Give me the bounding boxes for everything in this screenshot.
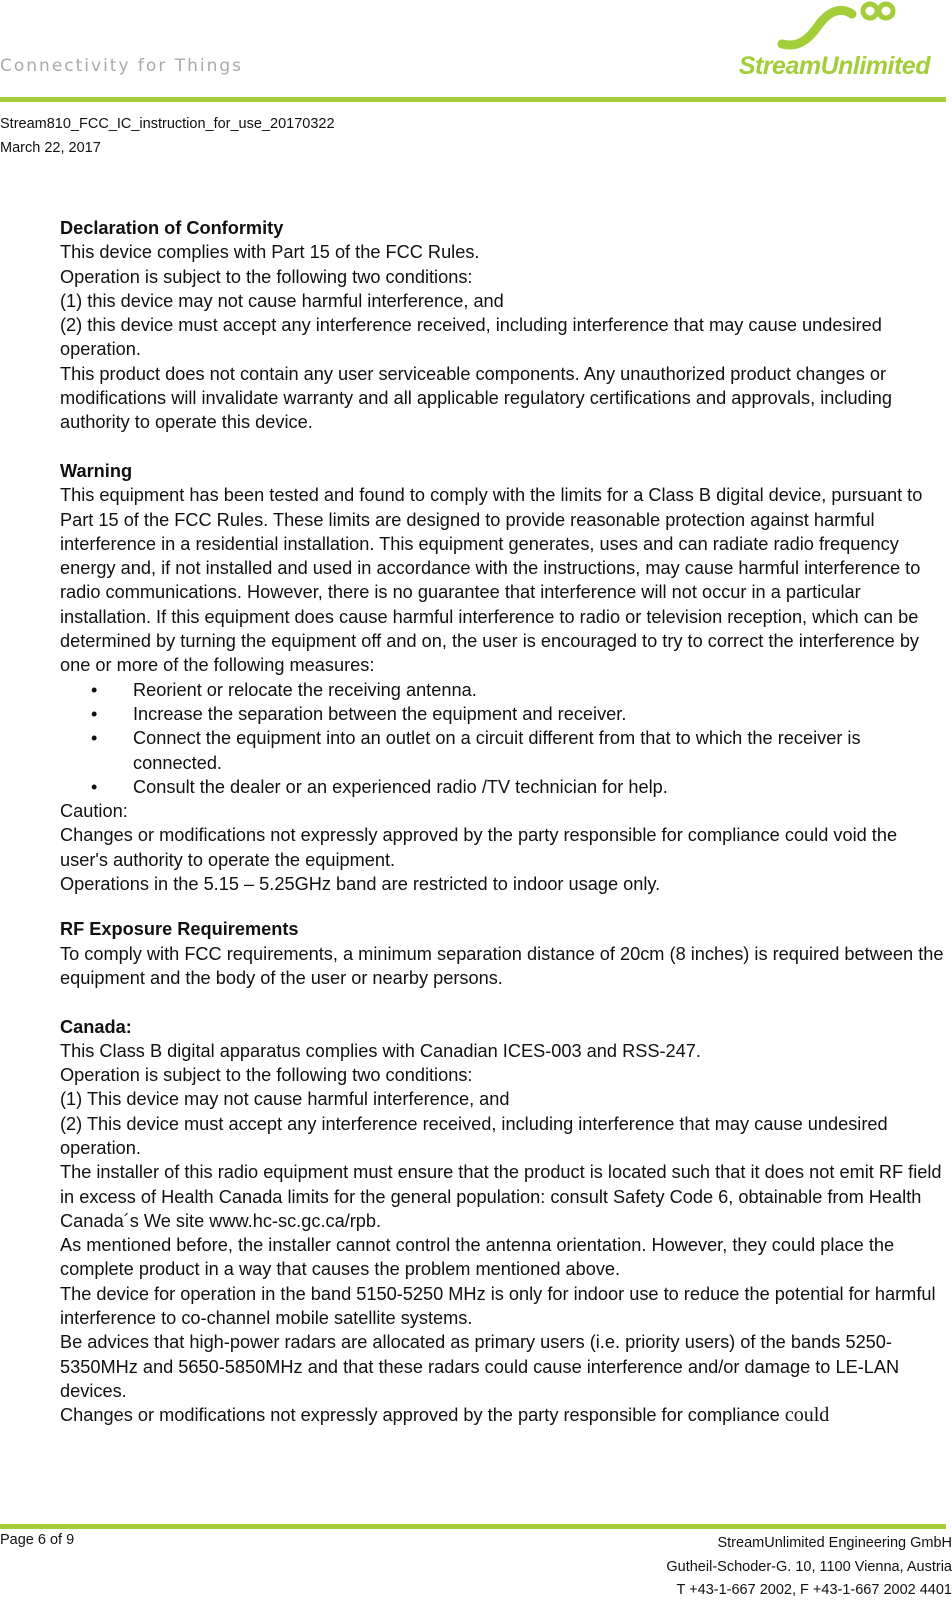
canada-section	[60, 1015, 950, 1428]
measures-list	[60, 678, 950, 799]
canada-heading: Canada:	[60, 1016, 132, 1037]
list-item	[60, 702, 950, 726]
declaration-line: (2) this device must accept any interference received, including interference that may cause undesired operation.	[60, 315, 882, 360]
footer-divider	[0, 1524, 946, 1529]
header-divider	[0, 97, 946, 102]
company-info	[532, 1532, 952, 1603]
warning-body: This equipment has been tested and found to comply with the limits for a Class B digital device, pursuant to Part 15 of the FCC Rules. These limits are designed to provide reasonable protection against harmful interference in a residential installation. This equipment generates, uses and can radiate radio frequency energy and, if not installed and used in accordance with the instructions, may cause harmful interference to radio communications. However, there is no guarantee that interference will not occur in a particular installation. If this equipment does cause harmful interference to radio or television reception, which can be determined by turning the equipment off and on, the user is encouraged to try to correct the interference by one or more of the following measures:	[60, 485, 923, 676]
document-date: March 22, 2017	[0, 140, 101, 156]
canada-line: As mentioned before, the installer cannot control the antenna orientation. However, they could place the complete product in a way that causes the problem mentioned above.	[60, 1235, 895, 1280]
canada-line: The installer of this radio equipment must ensure that the product is located such that it does not emit RF field in excess of Health Canada limits for the general population: consult Safety Code 6, obtainable from Health Canada´s We site www.hc-sc.gc.ca/rpb.	[60, 1162, 942, 1231]
canada-last-line-text: Changes or modifications not expressly approved by the party responsible for compliance	[60, 1405, 780, 1426]
logo-wordmark: StreamUnlimited	[738, 52, 930, 80]
canada-last-word: could	[784, 1404, 830, 1427]
list-item	[60, 775, 950, 799]
rf-exposure-body: To comply with FCC requirements, a minimum separation distance of 20cm (8 inches) is required between the equipment and the body of the user or nearby persons.	[60, 943, 944, 988]
company-phone: T +43-1-667 2002, F +43-1-667 2002 4401	[676, 1582, 952, 1598]
list-item-text: Connect the equipment into an outlet on a circuit different from that to which the receiver is connected.	[133, 728, 861, 773]
document-id: Stream810_FCC_IC_instruction_for_use_20170322	[0, 116, 335, 132]
canada-line: This Class B digital apparatus complies with Canadian ICES-003 and RSS-247.	[60, 1040, 701, 1061]
declaration-line: Operation is subject to the following two conditions:	[60, 266, 473, 287]
band-note: Operations in the 5.15 – 5.25GHz band are restricted to indoor usage only.	[60, 874, 661, 895]
declaration-line: (1) this device may not cause harmful interference, and	[60, 290, 504, 311]
caution-text: Changes or modifications not expressly approved by the party responsible for compliance could void the user's authority to operate the equipment.	[60, 825, 898, 870]
canada-last-line	[60, 1403, 950, 1427]
canada-line: The device for operation in the band 5150-5250 MHz is only for indoor use to reduce the potential for harmful interference to co-channel mobile satellite systems.	[60, 1283, 936, 1329]
page-number: Page 6 of 9	[0, 1532, 75, 1548]
bullet-icon: •	[91, 703, 98, 724]
bullet-icon: •	[91, 679, 98, 700]
declaration-section	[60, 216, 950, 435]
streamunlimited-logo-icon	[768, 0, 928, 52]
bullet-icon: •	[91, 776, 98, 797]
warning-heading: Warning	[60, 460, 133, 481]
company-name: StreamUnlimited Engineering GmbH	[717, 1535, 952, 1551]
canada-line: Be advices that high-power radars are allocated as primary users (i.e. priority users) of the bands 5250-5350MHz and 5650-5850MHz and that these radars could cause interference and/or damage to LE-LAN devices.	[60, 1332, 900, 1401]
canada-line: (2) This device must accept any interference received, including interference that may cause undesired operation.	[60, 1113, 888, 1158]
bullet-icon: •	[91, 728, 98, 749]
document-body	[60, 216, 950, 1428]
canada-line: (1) This device may not cause harmful interference, and	[60, 1089, 510, 1110]
caution-label: Caution:	[60, 801, 128, 822]
tagline: Connectivity for Things	[0, 56, 244, 76]
rf-exposure-section	[60, 917, 950, 990]
warning-section	[60, 459, 950, 896]
declaration-heading: Declaration of Conformity	[60, 218, 284, 238]
list-item-text: Consult the dealer or an experienced radio /TV technician for help.	[133, 776, 668, 797]
list-item-text: Increase the separation between the equipment and receiver.	[133, 703, 627, 724]
rf-exposure-heading: RF Exposure Requirements	[60, 919, 299, 940]
declaration-line: This product does not contain any user serviceable components. Any unauthorized product changes or modifications will invalidate warranty and all applicable regulatory certifications and approvals, including authority to operate this device.	[60, 363, 893, 433]
declaration-line: This device complies with Part 15 of the FCC Rules.	[60, 242, 480, 263]
list-item	[60, 678, 950, 702]
list-item	[60, 726, 950, 775]
company-address: Gutheil-Schoder-G. 10, 1100 Vienna, Austria	[666, 1558, 952, 1575]
canada-line: Operation is subject to the following two conditions:	[60, 1065, 473, 1086]
list-item-text: Reorient or relocate the receiving antenna.	[133, 679, 477, 700]
